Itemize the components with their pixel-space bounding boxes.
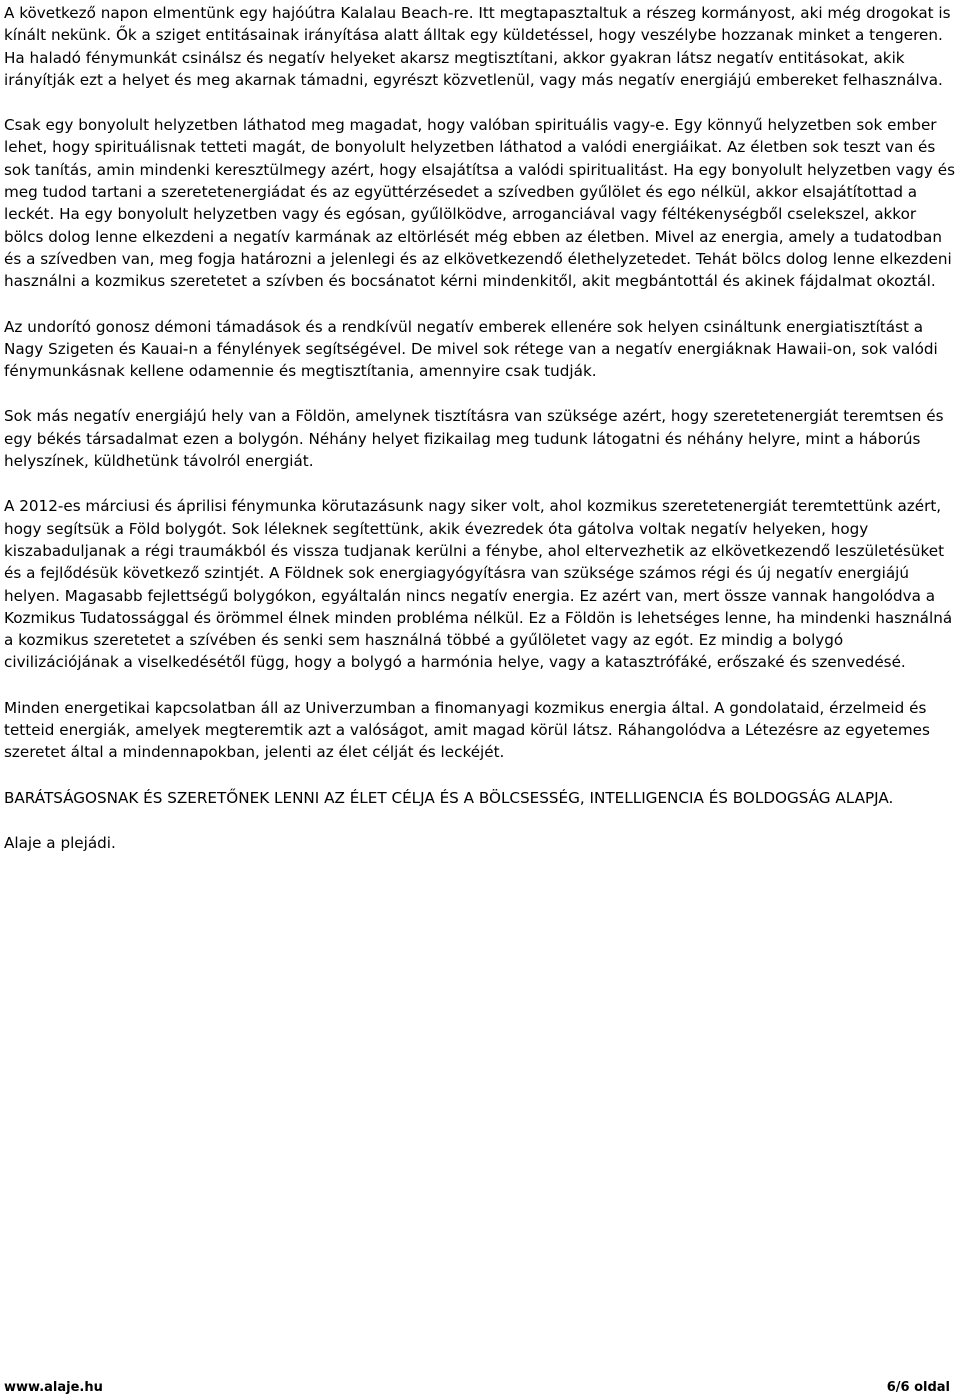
paragraph-8-signature: Alaje a plejádi. bbox=[4, 833, 116, 852]
footer-website: www.alaje.hu bbox=[4, 1380, 103, 1395]
paragraph-7-motto: BARÁTSÁGOSNAK ÉS SZERETŐNEK LENNI AZ ÉLET CÉLJA ÉS A BÖLCSESSÉG, INTELLIGENCIA ÉS BOLDOGSÁG ALAPJA. bbox=[4, 788, 894, 807]
paragraph-4: Sok más negatív energiájú hely van a Földön, amelynek tisztításra van szüksége azért, hogy szeretetenergiát teremtsen és egy békés társadalmat ezen a bolygón. Néhány helyet fizikailag meg tudunk látogatni és néhány helyre, mint a háborús helyszínek, küldhetünk távolról energiát. bbox=[4, 407, 944, 471]
paragraph-2: Csak egy bonyolult helyzetben láthatod meg magadat, hogy valóban spirituális vagy-e. Egy könnyű helyzetben sok ember lehet, hogy spirituálisnak tetteti magát, de bonyolult helyzetben láthatod a valódi energiáikat. Az életben sok teszt van és sok tanítás, amin mindenki keresztülmegy azért, hogy elsajátítsa a valódi spiritualitást. Ha egy bonyolult helyzetben vagy és meg tudod tartani a szeretetenergiádat és az együttérzésedet a szívedben gyűlölet és ego nélkül, akkor elsajátítottad a leckét. Ha egy bonyolult helyzetben vagy és egósan, gyűlölködve, arroganciával vagy féltékenységből cselekszel, akkor bölcs dolog lenne elkezdeni a negatív karmának az eltörlését még ebben az életben. Mivel az energia, amely a tudatodban és a szívedben van, meg fogja határozni a jelenlegi és az elkövetkezendő élethelyzetedet. Tehát bölcs dolog lenne elkezdeni használni a kozmikus szeretetet a szívben és bocsánatot kérni mindenkitől, akit megbántottál és akinek fájdalmat okoztál. bbox=[4, 116, 956, 291]
document-body bbox=[4, 2, 959, 877]
paragraph-5: A 2012-es márciusi és áprilisi fénymunka körutazásunk nagy siker volt, ahol kozmikus szeretetenergiát teremtettünk azért, hogy segítsük a Föld bolygót. Sok léleknek segítettünk, akik évezredek óta gátolva voltak negatív helyeken, hogy kiszabaduljanak a régi traumákból és vissza tudjanak kerülni a fénybe, ahol eltervezhetik az elkövetkezendő leszületésüket és a fejlődésük következő szintjét. A Földnek sok energiagyógyításra van szüksége számos régi és új negatív energiájú helyen. Magasabb fejlettségű bolygókon, egyáltalán nincs negatív energia. Ez azért van, mert össze vannak hangolódva a Kozmikus Tudatossággal és örömmel élnek minden probléma nélkül. Ez a Földön is lehetséges lenne, ha mindenki használná a kozmikus szeretetet a szívében és senki sem használná többé a gyűlöletet vagy az egót. Ez mindig a bolygó civilizációjának a viselkedésétől függ, hogy a bolygó a harmónia helye, vagy a katasztrófáké, erőszaké és szenvedésé. bbox=[4, 497, 953, 672]
paragraph-1: A következő napon elmentünk egy hajóútra Kalalau Beach-re. Itt megtapasztaltuk a részeg kormányost, aki még drogokat is kínált nekünk. Ők a sziget entitásainak irányítása alatt álltak egy küldetéssel, hogy veszélybe hozzanak minket a tengeren. Ha haladó fénymunkát csinálsz és negatív helyeket akarsz megtisztítani, akkor gyakran látsz negatív entitásokat, akik irányítják ezt a helyet és meg akarnak támadni, egyrészt közvetlenül, vagy más negatív energiájú embereket felhasználva. bbox=[4, 4, 951, 89]
paragraph-6: Minden energetikai kapcsolatban áll az Univerzumban a finomanyagi kozmikus energia által. A gondolataid, érzelmeid és tetteid energiák, amelyek megteremtik azt a valóságot, amit magad körül látsz. Ráhangolódva a Létezésre az egyetemes szeretet által a mindennapokban, jelenti az élet célját és leckéjét. bbox=[4, 698, 930, 762]
paragraph-3: Az undorító gonosz démoni támadások és a rendkívül negatív emberek ellenére sok helyen csináltunk energiatisztítást a Nagy Szigeten és Kauai-n a fénylények segítségével. De mivel sok rétege van a negatív energiáknak Hawaii-on, sok valódi fénymunkásnak kellene odamennie és megtisztítania, amennyire csak tudják. bbox=[4, 317, 938, 381]
footer-page-number: 6/6 oldal bbox=[886, 1380, 950, 1395]
